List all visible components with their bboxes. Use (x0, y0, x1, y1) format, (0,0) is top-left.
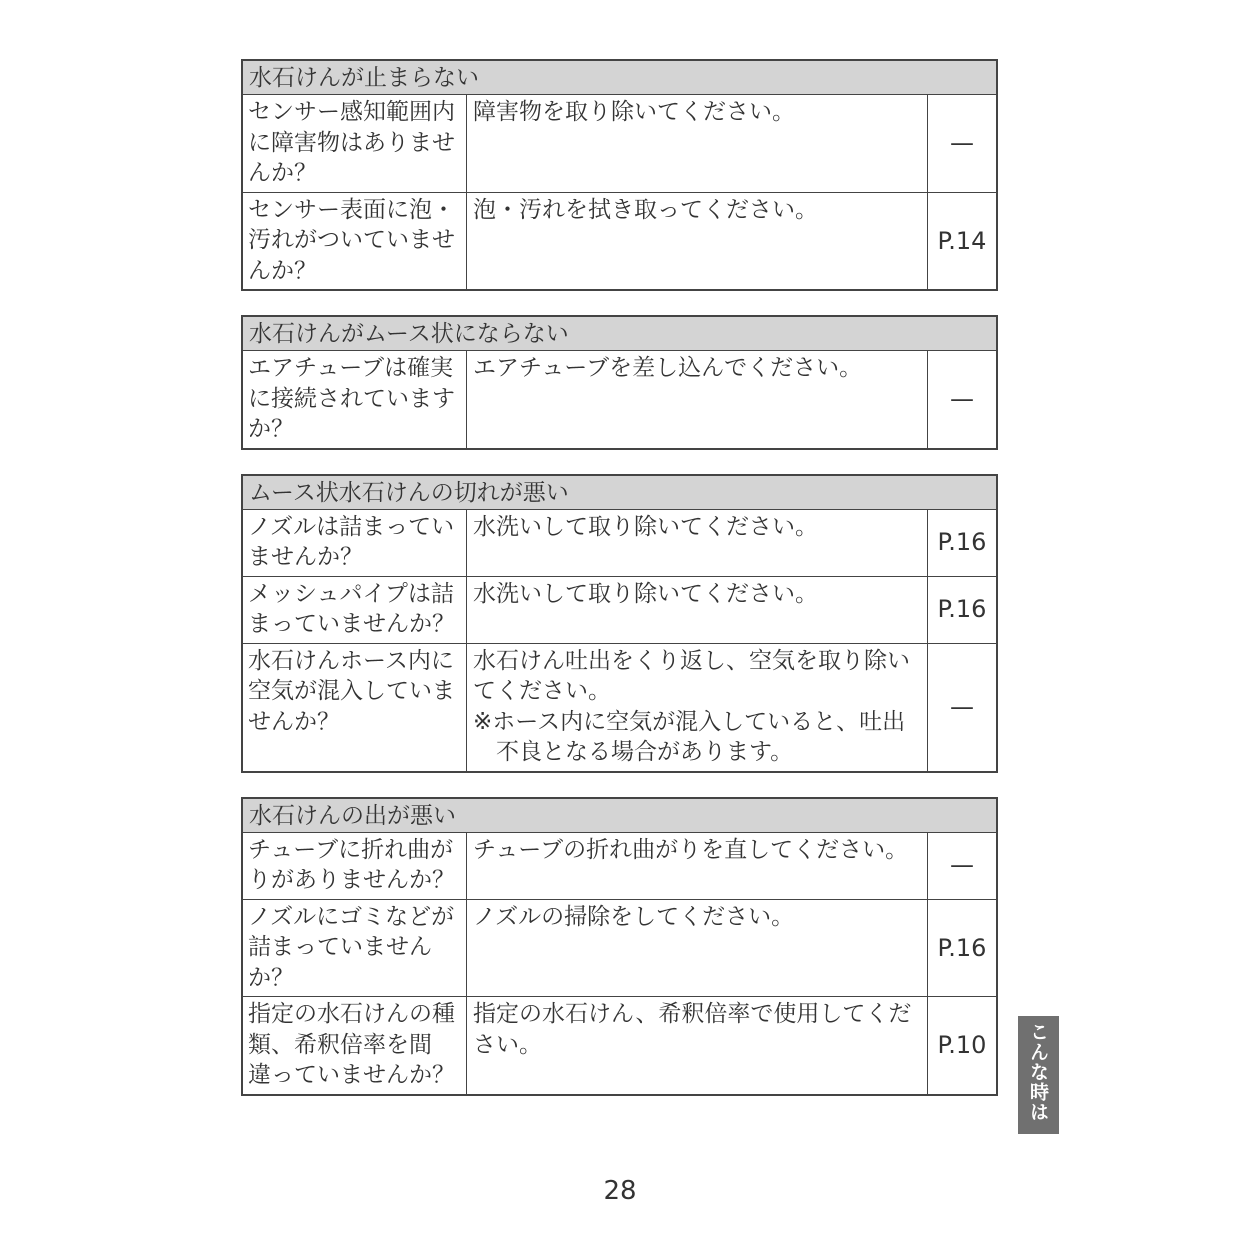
remedy-cell (467, 193, 928, 290)
remedy-text: 水石けん吐出をくり返し、空気を取り除い (473, 647, 910, 674)
remedy-cell (467, 900, 928, 997)
remedy-cell (467, 997, 928, 1094)
table-row (243, 899, 996, 997)
table-row (243, 996, 996, 1094)
remedy-note-text: ※ホース内に空気が混入していると、吐出 (473, 708, 906, 735)
reference-page: P.16 (937, 595, 987, 624)
table-row (243, 643, 996, 771)
remedy-text: 水洗いして取り除いてください。 (473, 580, 818, 607)
troubleshooting-tables (241, 59, 998, 1120)
cause-text: りがありませんか？ (248, 867, 455, 893)
cause-text: ノズルは詰まってい (248, 513, 455, 540)
remedy-text: 指定の水石けん、希釈倍率で使用してくだ (473, 1001, 912, 1027)
reference-page: P.16 (937, 933, 987, 962)
side-tab (1018, 1016, 1059, 1134)
cause-text: ませんか？ (248, 544, 363, 570)
trouble-section (241, 59, 998, 291)
remedy-cell (467, 510, 928, 576)
cause-text: 水石けんホース内に (248, 647, 454, 674)
table-row (243, 576, 996, 643)
trouble-section (241, 315, 998, 450)
cause-text: 指定の水石けんの種 (248, 1001, 455, 1027)
cause-cell (243, 510, 467, 576)
reference-page: P.14 (937, 226, 987, 255)
remedy-text: 泡・汚れを拭き取ってください。 (473, 196, 818, 223)
cause-cell (243, 193, 467, 290)
cause-text: に障害物はありませ (248, 129, 455, 156)
cause-cell (243, 997, 467, 1094)
reference-page: — (950, 385, 974, 413)
remedy-cell (467, 95, 928, 192)
cause-text: か？ (248, 964, 294, 991)
section-title: 水石けんが止まらない (243, 61, 996, 95)
cause-text: エアチューブは確実 (248, 355, 454, 381)
cause-text: んか？ (248, 160, 317, 186)
cause-cell (243, 351, 467, 448)
section-title: 水石けんがムース状にならない (243, 317, 996, 351)
cause-text: ノズルにゴミなどが (248, 903, 455, 930)
trouble-section (241, 797, 998, 1096)
table-row (243, 510, 996, 576)
remedy-note-text: 不良となる場合があります。 (496, 739, 794, 765)
cause-text: 類、希釈倍率を間 (248, 1031, 432, 1058)
remedy-text: ノズルの掃除をしてください。 (473, 903, 795, 930)
cause-text: メッシュパイプは詰 (248, 580, 454, 607)
remedy-text: てください。 (473, 678, 611, 704)
cause-text: か？ (248, 416, 294, 442)
remedy-cell (467, 351, 928, 448)
section-title: ムース状水石けんの切れが悪い (243, 476, 996, 510)
table-row (243, 351, 996, 448)
remedy-text: 障害物を取り除いてください。 (473, 99, 795, 125)
cause-text: 空気が混入していま (248, 678, 455, 704)
cause-cell (243, 577, 467, 643)
trouble-section (241, 474, 998, 773)
reference-page: — (950, 129, 974, 157)
remedy-text: さい。 (473, 1031, 542, 1058)
cause-text: 汚れがついていませ (248, 227, 455, 253)
cause-text: に接続されています (248, 385, 455, 412)
cause-cell (243, 900, 467, 997)
page-number: 28 (603, 1176, 637, 1206)
remedy-note (473, 707, 923, 768)
cause-text: センサー感知範囲内 (248, 99, 455, 125)
cause-cell (243, 833, 467, 899)
remedy-cell (467, 644, 928, 771)
remedy-cell (467, 833, 928, 899)
remedy-text: 水洗いして取り除いてください。 (473, 513, 818, 540)
side-tab-label: こんな時は (1027, 1022, 1049, 1122)
table-row (243, 833, 996, 899)
cause-text: せんか？ (248, 708, 340, 735)
table-row (243, 95, 996, 192)
section-title: 水石けんの出が悪い (243, 799, 996, 833)
cause-text: まっていませんか？ (248, 611, 455, 637)
cause-text: 詰まっていません (248, 934, 432, 960)
cause-text: チューブに折れ曲が (248, 836, 454, 863)
remedy-cell (467, 577, 928, 643)
reference-page: P.16 (937, 528, 987, 557)
cause-text: んか？ (248, 257, 317, 284)
remedy-text: エアチューブを差し込んでください。 (473, 355, 863, 381)
reference-page: P.10 (937, 1031, 987, 1059)
cause-text: 違っていませんか？ (248, 1062, 455, 1088)
reference-page: — (950, 692, 974, 721)
cause-cell (243, 95, 467, 192)
remedy-text: チューブの折れ曲がりを直してください。 (473, 836, 909, 863)
cause-text: センサー表面に泡・ (248, 196, 455, 223)
cause-cell (243, 644, 467, 771)
table-row (243, 192, 996, 290)
reference-page: — (950, 851, 974, 880)
